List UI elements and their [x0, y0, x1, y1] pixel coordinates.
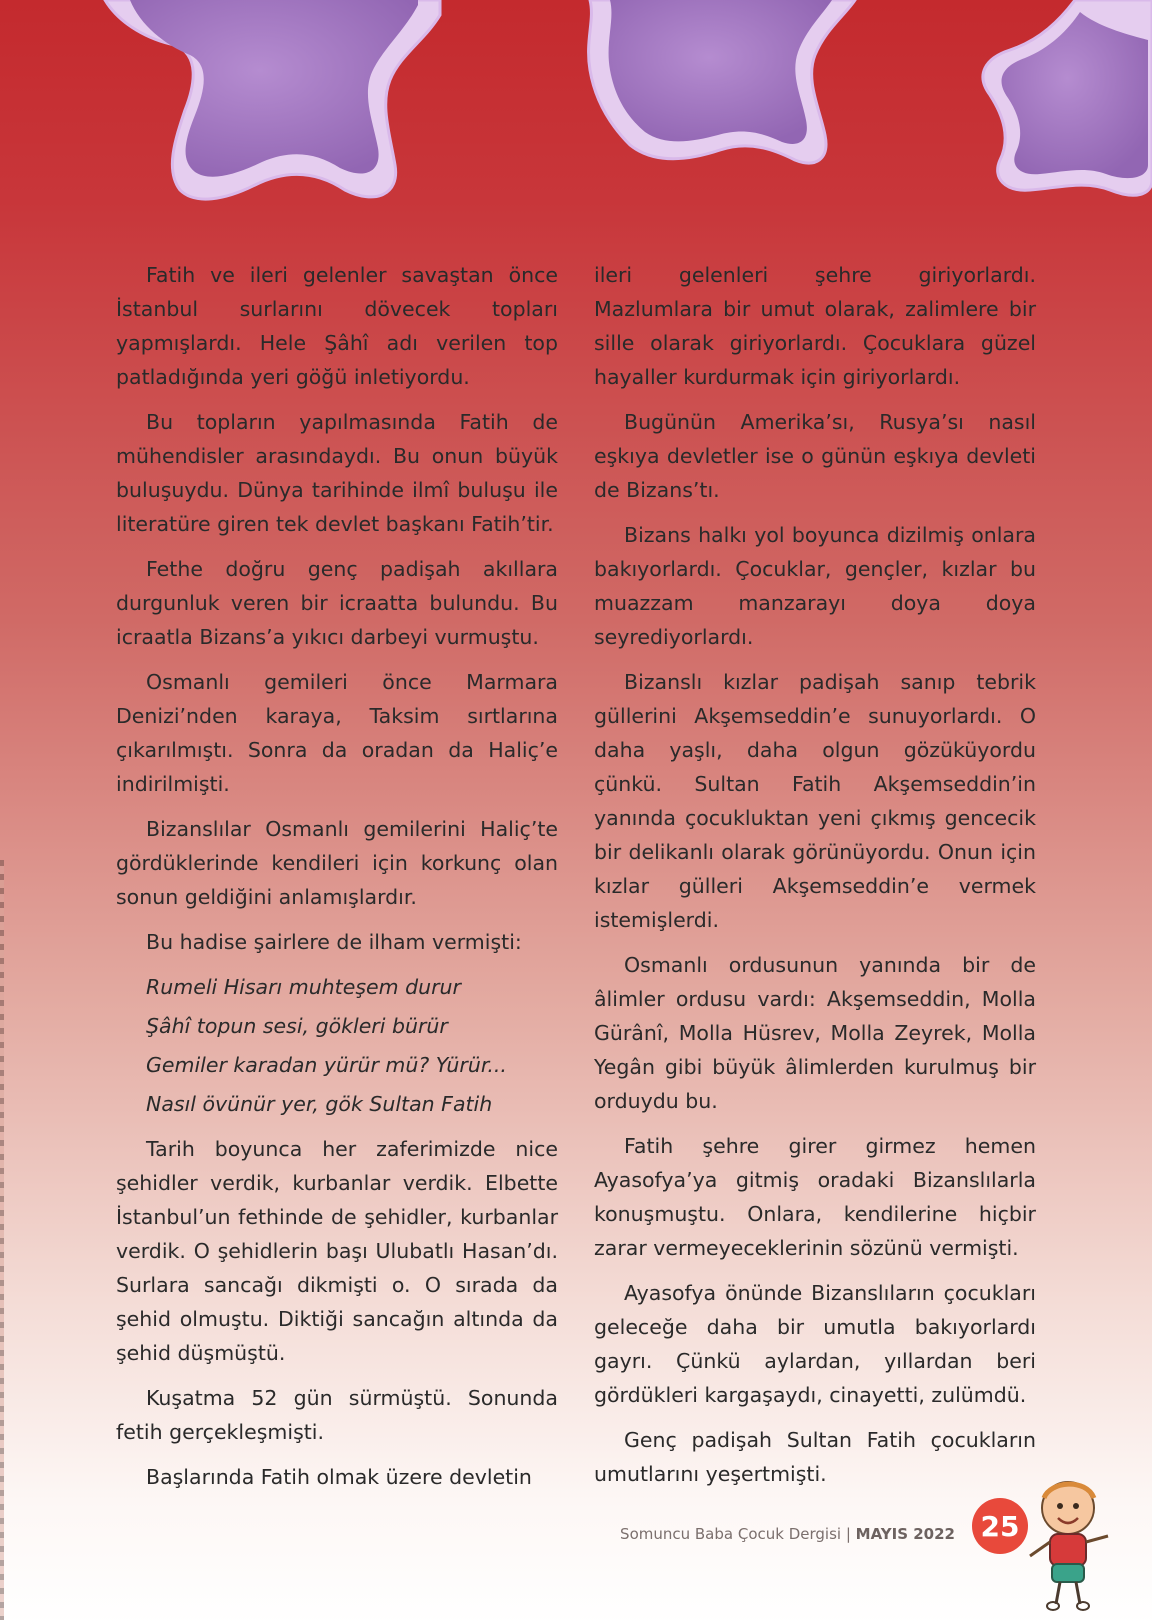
paragraph: Bizans halkı yol boyunca dizilmiş onlara bakıyorlardı. Çocuklar, gençler, kızlar bu muazzam manzarayı doya doya seyrediyorlardı. — [594, 523, 1036, 649]
paragraph: Osmanlı gemileri önce Marmara Denizi’nden karaya, Taksim sırtlarına çıkarılmıştı. Sonra da oradan da Haliç’e indirilmişti. — [116, 670, 558, 796]
paragraph: Fatih ve ileri gelenler savaştan önce İstanbul surlarını dövecek topları yapmışlardı. Hele Şâhî adı verilen top patladığında yeri göğü inletiyordu. — [116, 263, 558, 389]
issue-date: MAYIS 2022 — [855, 1525, 955, 1543]
paragraph: Tarih boyunca her zaferimizde nice şehidler verdik, kurbanlar verdik. Elbette İstanbul’un fethinde de şehidler, kurbanlar verdik. O şehidlerin başı Ulubatlı Hasan’dı. Surlara sancağı dikmişti o. O sırada da şehid olmuştu. Diktiği sancağın altında da şehid düşmüştü. — [116, 1137, 558, 1365]
paragraph: Bu hadise şairlere de ilham vermişti: — [146, 930, 522, 954]
poem-line: Gemiler karadan yürür mü? Yürür... — [146, 1053, 507, 1077]
star-decorations — [0, 0, 1152, 220]
star-icon — [105, 0, 440, 199]
paragraph: ileri gelenleri şehre giriyorlardı. Mazlumlara bir umut olarak, zalimlere bir sille olarak giriyorlardı. Çocuklara güzel hayaller kurdurmak için giriyorlardı. — [594, 263, 1036, 389]
paragraph: Bizanslı kızlar padişah sanıp tebrik güllerini Akşemseddin’e sunuyorlardı. O daha yaşlı, daha olgun gözüküyordu çünkü. Sultan Fatih Akşemseddin’in yanında çocukluktan yeni çıkmış gencecik bir delikanlı olarak görünüyordu. Onun için kızlar gülleri Akşemseddin’e vermek istemişlerdi. — [594, 670, 1036, 932]
footer — [560, 1525, 955, 1543]
paragraph: Bugünün Amerika’sı, Rusya’sı nasıl eşkıya devletler ise o günün eşkıya devleti de Bizans’tı. — [594, 410, 1036, 502]
child-mascot-icon — [1020, 1476, 1130, 1616]
right-column — [594, 258, 1036, 1502]
paragraph: Genç padişah Sultan Fatih çocukların umutlarını yeşertmişti. — [594, 1428, 1036, 1486]
footer-separator: | — [841, 1525, 856, 1543]
paragraph: Bizanslılar Osmanlı gemilerini Haliç’te gördüklerinde kendileri için korkunç olan sonun geldiğini anlamışlardır. — [116, 817, 558, 909]
poem-line: Nasıl övünür yer, gök Sultan Fatih — [146, 1092, 493, 1116]
paragraph: Başlarında Fatih olmak üzere devletin — [146, 1465, 532, 1489]
magazine-name: Somuncu Baba Çocuk Dergisi — [620, 1525, 842, 1543]
left-column — [116, 258, 558, 1505]
paragraph: Osmanlı ordusunun yanında bir de âlimler ordusu vardı: Akşemseddin, Molla Gürânî, Molla Hüsrev, Molla Zeyrek, Molla Yegân gibi büyük âlimlerden kurulmuş bir orduydu bu. — [594, 953, 1036, 1113]
star-icon — [589, 0, 855, 163]
paragraph: Kuşatma 52 gün sürmüştü. Sonunda fetih gerçekleşmişti. — [116, 1386, 558, 1444]
paragraph: Ayasofya önünde Bizanslıların çocukları geleceğe daha bir umutla bakıyorlardı gayrı. Çünkü aylardan, yıllardan beri gördükleri kargaşaydı, cinayetti, zulümdü. — [594, 1281, 1036, 1407]
poem-line: Rumeli Hisarı muhteşem durur — [146, 975, 461, 999]
page-edge-decoration — [0, 860, 4, 1620]
paragraph: Fatih şehre girer girmez hemen Ayasofya’ya gitmiş oradaki Bizanslılarla konuşmuştu. Onlara, kendilerine hiçbir zarar vermeyeceklerinin sözünü vermişti. — [594, 1134, 1036, 1260]
page-number: 25 — [980, 1510, 1020, 1543]
poem-line: Şâhî topun sesi, gökleri bürür — [146, 1014, 448, 1038]
star-icon — [983, 0, 1152, 195]
paragraph: Bu topların yapılmasında Fatih de mühendisler arasındaydı. Bu onun büyük buluşuydu. Dünya tarihinde ilmî buluşu ile literatüre giren tek devlet başkanı Fatih’tir. — [116, 410, 558, 536]
paragraph: Fethe doğru genç padişah akıllara durgunluk veren bir icraatta bulundu. Bu icraatla Bizans’a yıkıcı darbeyi vurmuştu. — [116, 557, 558, 649]
